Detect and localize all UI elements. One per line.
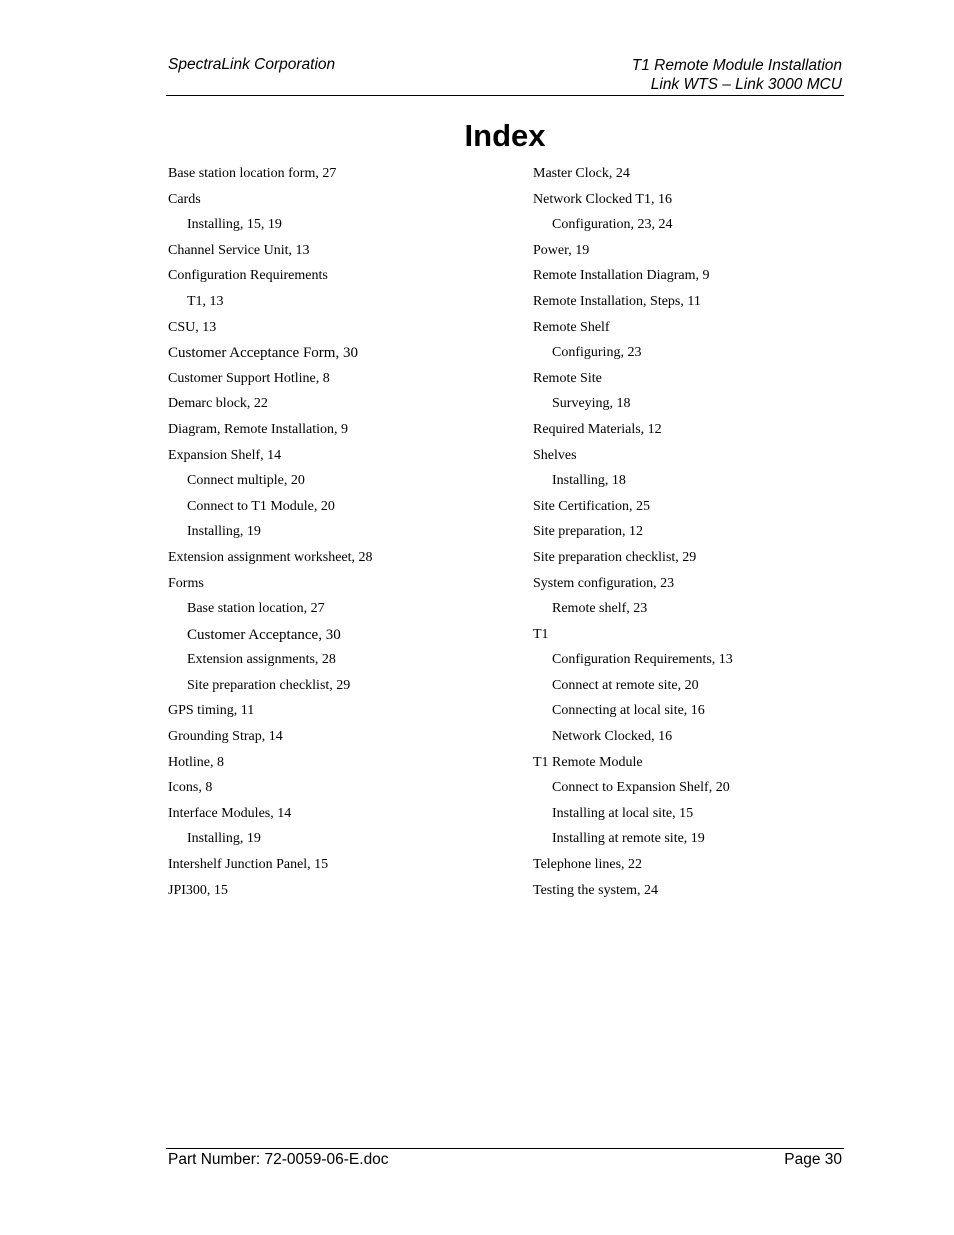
index-subentry: Site preparation checklist, 29 <box>187 677 351 693</box>
index-entry: Demarc block, 22 <box>168 396 268 412</box>
index-subentry: Configuring, 23 <box>552 345 642 361</box>
index-subentry: Installing, 19 <box>187 831 261 847</box>
index-subentry: Installing, 15, 19 <box>187 217 282 233</box>
index-entry: Remote Installation Diagram, 9 <box>533 268 710 284</box>
index-entry: Grounding Strap, 14 <box>168 729 283 745</box>
index-entry: Diagram, Remote Installation, 9 <box>168 421 349 437</box>
index-subentry: Connect at remote site, 20 <box>552 677 699 693</box>
index-entry: Customer Support Hotline, 8 <box>168 370 330 386</box>
footer-page-number: Page 30 <box>784 1151 842 1168</box>
index-subentry: Installing, 19 <box>187 524 261 540</box>
index-entry: Network Clocked T1, 16 <box>533 191 672 207</box>
header-doc-title-line2: Link WTS – Link 3000 MCU <box>650 76 842 93</box>
index-entry: Power, 19 <box>533 242 590 258</box>
index-entry: Remote Shelf <box>533 319 610 335</box>
index-entry: T1 <box>533 626 549 642</box>
index-entry: Intershelf Junction Panel, 15 <box>168 857 329 873</box>
index-entry: Extension assignment worksheet, 28 <box>168 549 373 565</box>
index-subentry: Connecting at local site, 16 <box>552 703 705 719</box>
index-entry: Forms <box>168 575 204 591</box>
index-entry: Shelves <box>533 447 577 463</box>
footer-part-number: Part Number: 72-0059-06-E.doc <box>168 1151 389 1168</box>
index-subentry: T1, 13 <box>187 293 224 309</box>
index-subentry: Extension assignments, 28 <box>187 652 336 668</box>
index-entry: Remote Installation, Steps, 11 <box>533 293 701 309</box>
header-divider <box>166 95 844 96</box>
header-company: SpectraLink Corporation <box>168 56 336 73</box>
page-title: Index <box>464 118 546 153</box>
index-entry: Icons, 8 <box>168 780 213 796</box>
index-entry: Site preparation, 12 <box>533 524 644 540</box>
index-entry: Telephone lines, 22 <box>533 857 643 873</box>
index-entry: Site Certification, 25 <box>533 498 651 514</box>
index-subentry: Surveying, 18 <box>552 396 631 412</box>
index-entry: JPI300, 15 <box>168 882 228 898</box>
index-subentry: Network Clocked, 16 <box>552 729 673 745</box>
index-subentry: Installing at remote site, 19 <box>552 831 705 847</box>
index-subentry: Configuration Requirements, 13 <box>552 652 733 668</box>
index-entry: Hotline, 8 <box>168 754 224 770</box>
index-subentry: Installing, 18 <box>552 473 626 489</box>
index-subentry: Configuration, 23, 24 <box>552 217 673 233</box>
index-entry: Base station location form, 27 <box>168 166 337 181</box>
header-doc-title-line1: T1 Remote Module Installation <box>631 57 842 74</box>
index-entry: System configuration, 23 <box>533 575 675 591</box>
index-column-left <box>168 165 373 907</box>
index-column-right <box>533 165 733 907</box>
index-entry: Interface Modules, 14 <box>168 805 292 821</box>
index-entry: Expansion Shelf, 14 <box>168 447 282 463</box>
index-entry: Master Clock, 24 <box>533 166 630 181</box>
index-entry: Configuration Requirements <box>168 268 328 284</box>
index-entry: Customer Acceptance Form, 30 <box>168 345 358 362</box>
index-entry: Remote Site <box>533 370 602 386</box>
index-entry: Required Materials, 12 <box>533 421 662 437</box>
index-entry: Site preparation checklist, 29 <box>533 549 697 565</box>
index-subentry: Installing at local site, 15 <box>552 805 694 821</box>
index-entry: GPS timing, 11 <box>168 703 255 719</box>
index-subentry: Customer Acceptance, 30 <box>187 626 341 643</box>
index-subentry: Connect multiple, 20 <box>187 473 305 489</box>
index-entry: Channel Service Unit, 13 <box>168 242 310 258</box>
index-entry: Cards <box>168 191 201 207</box>
footer-divider <box>166 1148 844 1149</box>
index-subentry: Base station location, 27 <box>187 601 325 617</box>
index-subentry: Connect to Expansion Shelf, 20 <box>552 780 730 796</box>
index-subentry: Remote shelf, 23 <box>552 601 648 617</box>
index-entry: CSU, 13 <box>168 319 217 335</box>
index-subentry: Connect to T1 Module, 20 <box>187 498 335 514</box>
index-entry: Testing the system, 24 <box>533 882 659 898</box>
header-document-title <box>632 56 842 94</box>
index-entry: T1 Remote Module <box>533 754 643 770</box>
